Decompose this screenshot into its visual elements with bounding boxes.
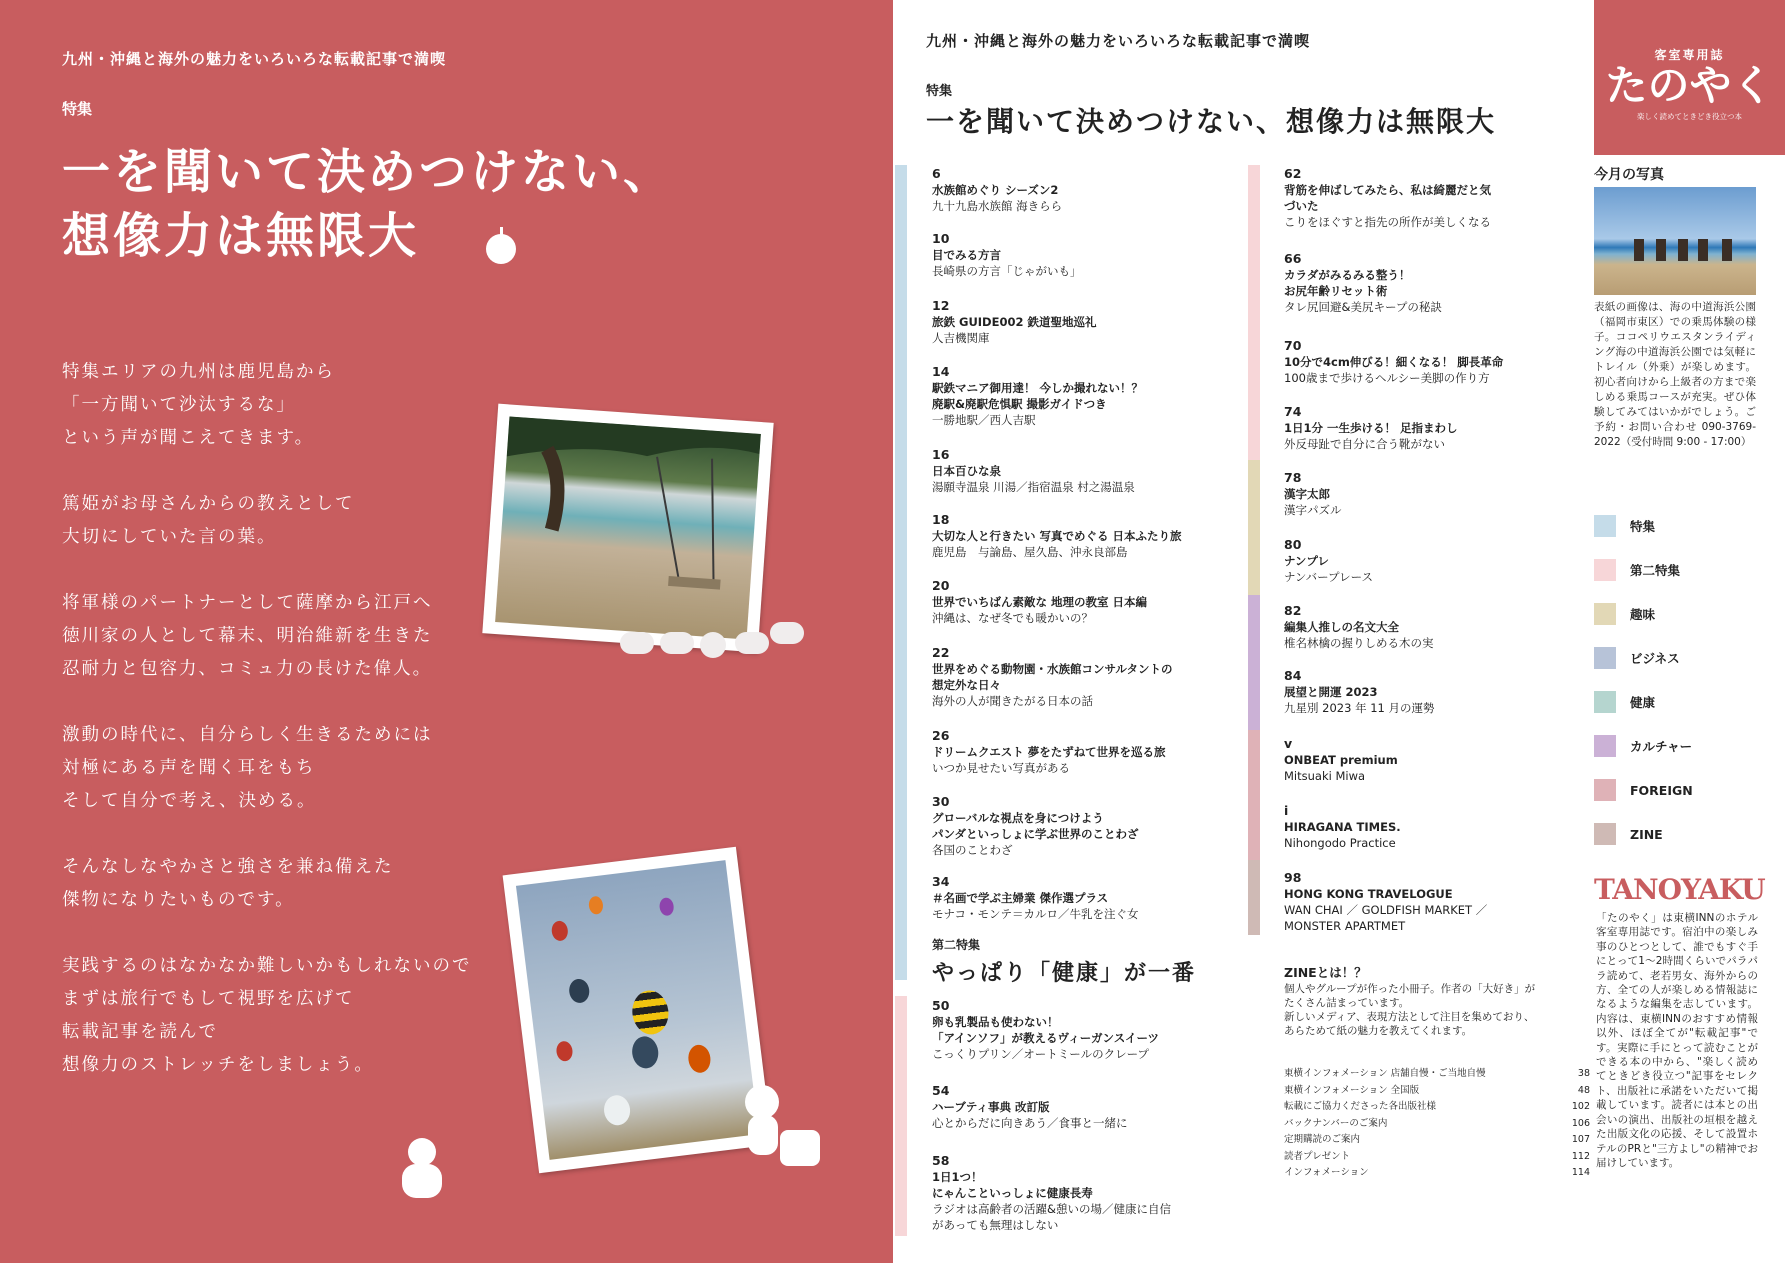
toc-title: HONG KONG TRAVELOGUE	[1284, 887, 1453, 901]
toc-item	[932, 364, 1252, 428]
info-row	[1284, 1149, 1590, 1166]
balloon	[659, 897, 675, 917]
toc-title: 世界をめぐる動物園・水族館コンサルタントの	[932, 662, 1173, 676]
toc-description: ラジオは高齢者の活躍&憩いの場／健康に自信	[932, 1202, 1171, 1216]
balloon	[555, 1040, 573, 1062]
essay-line: 忍耐力と包容力、コミュ力の長けた偉人。	[62, 659, 433, 679]
toc-title: ハーブティ事典 改訂版	[932, 1100, 1050, 1114]
legend-label: ビジネス	[1630, 651, 1680, 666]
toc-page-number: 6	[932, 166, 941, 181]
photo-heading: 今月の写真	[1594, 167, 1664, 183]
left-title-line-1: 一を聞いて決めつけない、	[62, 144, 675, 200]
legend-label: 趣味	[1630, 607, 1656, 622]
toc-title: グローバルな視点を身につけよう	[932, 811, 1104, 825]
toc-page-number: 74	[1284, 404, 1302, 419]
toc-title: 卵も乳製品も使わない！	[932, 1015, 1059, 1029]
toc-title: 漢字太郎	[1284, 487, 1330, 501]
info-row	[1284, 1132, 1590, 1149]
horse-rider	[1678, 239, 1688, 261]
toc-title: ドリームクエスト 夢をたずねて世界を巡る旅	[932, 745, 1166, 759]
essay-paragraph	[62, 719, 482, 818]
horse-rider	[1634, 239, 1644, 261]
info-label: バックナンバーのご案内	[1284, 1117, 1388, 1129]
toc-description: いつか見せたい写真がある	[932, 761, 1070, 775]
toc-page-number: 70	[1284, 338, 1302, 353]
toc-item	[932, 1153, 1252, 1233]
zine-line: 個人やグループが作った小冊子。作者の「大好き」が	[1284, 983, 1536, 995]
basket-icon	[780, 1130, 820, 1166]
toc-page-number: 62	[1284, 166, 1302, 181]
toc-item	[932, 794, 1252, 858]
essay-line: 実践するのはなかなか難しいかもしれないので	[62, 956, 472, 976]
horse-rider	[1656, 239, 1666, 261]
toc-title: ONBEAT premium	[1284, 753, 1398, 767]
toc-page-number: 34	[932, 874, 950, 889]
zine-line: たくさん詰まっています。	[1284, 997, 1410, 1009]
toc-item	[932, 231, 1252, 279]
toc-title: 背筋を伸ばしてみたら、私は綺麗だと気	[1284, 183, 1491, 197]
toc-item	[1284, 668, 1604, 716]
toc-page-number: v	[1284, 736, 1293, 751]
balloon	[630, 1035, 660, 1070]
info-page: 112	[1571, 1150, 1590, 1162]
toc-item	[932, 447, 1252, 495]
toc-description: 九星別 2023 年 11 月の運勢	[1284, 701, 1435, 715]
toc-item	[932, 298, 1252, 346]
toc-page-number: 66	[1284, 251, 1302, 266]
toc-item	[932, 645, 1252, 709]
legend-label: ZINE	[1630, 826, 1663, 842]
second-feature-tag: 第二特集	[932, 938, 981, 952]
toc-item	[932, 578, 1252, 626]
toc-item	[932, 512, 1252, 560]
beach-swing-photo	[482, 404, 773, 653]
essay-line: 転載記事を読んで	[62, 1022, 218, 1042]
toc-description: 外反母趾で自分に合う靴がない	[1284, 437, 1445, 451]
toc-description: 湯願寺温泉 川湯／指宿温泉 村之湯温泉	[932, 480, 1135, 494]
toc-item	[1284, 251, 1604, 315]
toc-title: 世界でいちばん素敵な 地理の教室 日本編	[932, 595, 1148, 609]
essay-paragraph	[62, 356, 482, 455]
toc-item	[1284, 736, 1604, 784]
toc-page-number: 58	[932, 1153, 950, 1168]
essay-line: 傑物になりたいものです。	[62, 890, 295, 910]
balloon	[602, 1094, 631, 1127]
toc-title: お尻年齢リセット術	[1284, 284, 1388, 298]
logo-small-text: 客室専用誌	[1654, 48, 1725, 62]
info-label: 東横インフォメーション 全国版	[1284, 1084, 1420, 1096]
toc-title: HIRAGANA TIMES.	[1284, 820, 1401, 834]
toc-item	[1284, 404, 1604, 452]
toc-title: 水族館めぐり シーズン2	[932, 183, 1059, 197]
left-title-line-2: 想像力は無限大	[62, 208, 420, 264]
essay-line: そんなしなやかさと強さを兼ね備えた	[62, 857, 394, 877]
essay-paragraph	[62, 488, 482, 554]
toc-description: 鹿児島 与論島、屋久島、沖永良部島	[932, 545, 1128, 559]
essay-line: 徳川家の人として幕末、明治維新を生きた	[62, 626, 433, 646]
toc-page-number: 18	[932, 512, 950, 527]
legend-item	[1594, 823, 1663, 845]
sheep-icon	[770, 622, 804, 644]
info-page: 102	[1571, 1101, 1590, 1112]
toc-description: MONSTER APARTMET	[1284, 919, 1406, 933]
essay	[62, 356, 482, 1115]
category-bar-feature	[895, 165, 907, 980]
right-feature-title: 一を聞いて決めつけない、想像力は無限大	[926, 105, 1497, 138]
toc-title: 想定外な日々	[932, 678, 1001, 692]
essay-line: そして自分で考え、決める。	[62, 791, 317, 811]
month-photo	[1594, 187, 1756, 295]
toc-page-number: 98	[1284, 870, 1302, 885]
toc-page-number: 14	[932, 364, 950, 379]
toc-page-number: 26	[932, 728, 950, 743]
sheep-icon	[660, 632, 694, 654]
apple-icon	[486, 234, 516, 264]
toc-description: Nihongodo Practice	[1284, 836, 1396, 850]
essay-line: 対極にある声を聞く耳をもち	[62, 758, 316, 778]
legend-item	[1594, 515, 1655, 537]
logo-text: たのやく	[1605, 61, 1774, 110]
zine-line: 新しいメディア、表現方法として注目を集めており、	[1284, 1011, 1535, 1023]
balloon	[630, 988, 671, 1036]
horse-rider	[1698, 239, 1708, 261]
toc-description: モナコ・モンテ＝カルロ／牛乳を注ぐ女	[932, 907, 1139, 921]
toc-description: 九十九島水族館 海きらら	[932, 199, 1063, 213]
info-page: 106	[1571, 1117, 1590, 1129]
info-row	[1284, 1116, 1590, 1133]
info-list	[1284, 1066, 1590, 1182]
toc-description: 各国のことわざ	[932, 843, 1013, 857]
info-row	[1284, 1165, 1590, 1182]
toc-title: 展望と開運 2023	[1284, 685, 1378, 699]
balloon	[551, 920, 569, 942]
toc-item	[932, 728, 1252, 776]
second-feature-title: やっぱり「健康」が一番	[932, 961, 1197, 986]
toc-description: 漢字パズル	[1284, 503, 1342, 517]
toc-title: 10分で4cm伸びる！細くなる！ 脚長革命	[1284, 355, 1504, 369]
info-label: 転載にご協力くださった各出版社様	[1284, 1101, 1437, 1112]
toc-description: 心とからだに向きあう／食事と一緒に	[932, 1116, 1128, 1130]
legend-swatch	[1594, 515, 1616, 537]
legend-item	[1594, 559, 1680, 581]
toc-description: 沖縄は、なぜ冬でも暖かいの？	[932, 611, 1093, 625]
toc-item	[932, 1083, 1252, 1131]
toc-page-number: 54	[932, 1083, 950, 1098]
toc-item	[1284, 470, 1604, 518]
toc-title: 駅鉄マニア御用達！ 今しか撮れない！？	[932, 381, 1144, 395]
beach-photo-image	[495, 416, 761, 639]
character-body	[402, 1164, 442, 1198]
toc-description: 椎名林檎の握りしめる木の実	[1284, 636, 1434, 650]
about-text: 「たのやく」は東横INNのホテル客室専用誌です。宿泊中の楽しみ事のひとつとして、誰でもすぐ手にとって1〜2時間くらいでパラパラ読めて、老若男女、海外からの方、全ての人が楽しめる情報誌になるような編集を志しています。内容は、東横INNのおすすめ情報以外、ほぼ全てが"転載記事"です。実際に手にとって読むことができる本の中から、"楽しく読めてときどき役立つ"記事をセレクト、出版社に承諾をいただいて掲載しています。読者には本との出会いの演出、出版社の垣根を越えた出版文化の応援、そして設置ホテルのPRと"三方よし"の精神でお届けしています。	[1596, 912, 1758, 1169]
legend-item	[1594, 647, 1680, 669]
photo-description: 表紙の画像は、海の中道海浜公園（福岡市東区）での乗馬体験の様子。ココペリウエスタンライディング海の中道海浜公園では気軽にトレイル（外乗）が楽しめます。初心者向けから上級者の方まで楽しめる乗馬コースが充実。ぜひ体験してみてはいかがでしょう。ご予約・お問い合わせ 090-3769-2022（受付時間 9:00 - 17:00）	[1594, 301, 1756, 448]
toc-page-number: 12	[932, 298, 950, 313]
essay-line: 想像力のストレッチをしましょう。	[62, 1055, 374, 1075]
balloon-photo-image	[516, 860, 759, 1160]
left-subtitle: 九州・沖縄と海外の魅力をいろいろな転載記事で満喫	[62, 50, 447, 68]
legend-item	[1594, 779, 1693, 801]
toc-page-number: 22	[932, 645, 950, 660]
apple-icon	[700, 632, 726, 658]
essay-line: 篤姫がお母さんからの教えとして	[62, 494, 355, 514]
essay-paragraph	[62, 587, 482, 686]
toc-description: 海外の人が聞きたがる日本の話	[932, 694, 1093, 708]
toc-page-number: 10	[932, 231, 950, 246]
toc-title: 廃駅&廃駅危惧駅 撮影ガイドつき	[932, 397, 1107, 411]
toc-title: 旅鉄 GUIDE002 鉄道聖地巡礼	[932, 315, 1097, 329]
toc-description: こりをほぐすと指先の所作が美しくなる	[1284, 215, 1491, 229]
essay-paragraph	[62, 851, 482, 917]
character-body	[748, 1115, 778, 1155]
toc-title: 1日1分 一生歩ける！ 足指まわし	[1284, 421, 1458, 435]
toc-description: ナンバープレース	[1284, 570, 1374, 584]
toc-page-number: i	[1284, 803, 1289, 818]
left-feature-title	[62, 140, 674, 268]
logo-tagline: 楽しく読めてときどき役立つ本	[1637, 112, 1742, 121]
magazine-logo	[1594, 0, 1785, 155]
balloon	[568, 978, 591, 1004]
toc-title: 「アインソフ」が教えるヴィーガンスイーツ	[932, 1031, 1160, 1045]
toc-item	[1284, 870, 1604, 934]
info-row	[1284, 1099, 1590, 1116]
toc-item	[1284, 803, 1604, 851]
info-row	[1284, 1066, 1590, 1083]
toc-title: ナンプレ	[1284, 554, 1329, 568]
toc-page-number: 16	[932, 447, 950, 462]
toc-description: タレ尻回避&美尻キープの秘訣	[1284, 300, 1442, 314]
toc-description: こっくりプリン／オートミールのクレープ	[932, 1047, 1150, 1061]
left-feature-tag: 特集	[62, 100, 93, 118]
toc-title: 大切な人と行きたい 写真でめぐる 日本ふたり旅	[932, 529, 1182, 543]
toc-item	[1284, 603, 1604, 651]
info-page: 48	[1577, 1084, 1590, 1096]
info-label: 読者プレゼント	[1284, 1150, 1351, 1162]
toc-item	[1284, 537, 1604, 585]
toc-title: 1日1つ！	[932, 1170, 983, 1184]
sheep-icon	[620, 632, 654, 654]
toc-title: ＃名画で学ぶ主婦業 傑作選プラス	[932, 891, 1109, 905]
toc-description: 人吉機関庫	[932, 331, 990, 345]
toc-page-number: 50	[932, 998, 950, 1013]
info-page: 38	[1577, 1068, 1590, 1079]
toc-description: Mitsuaki Miwa	[1284, 769, 1366, 783]
toc-title: パンダといっしょに学ぶ世界のことわざ	[932, 827, 1139, 841]
essay-line: 大切にしていた言の葉。	[62, 527, 277, 547]
legend-item	[1594, 735, 1692, 757]
toc-title: づいた	[1284, 199, 1319, 213]
info-row	[1284, 1083, 1590, 1100]
toc-description: WAN CHAI ／ GOLDFISH MARKET ／	[1284, 903, 1488, 917]
toc-title: カラダがみるみる整う！	[1284, 268, 1411, 282]
toc-page-number: 82	[1284, 603, 1302, 618]
toc-description: 長崎県の方言「じゃがいも」	[932, 264, 1082, 278]
essay-line: まずは旅行でもして視野を広げて	[62, 989, 355, 1009]
info-page: 114	[1571, 1167, 1590, 1178]
essay-line: 将軍様のパートナーとして薩摩から江戸へ	[62, 593, 433, 613]
essay-paragraph	[62, 950, 482, 1082]
toc-description: 100歳まで歩けるヘルシー美脚の作り方	[1284, 371, 1490, 385]
essay-line: 特集エリアの九州は鹿児島から	[62, 362, 335, 382]
toc-title: 目でみる方言	[932, 248, 1001, 262]
character-head	[745, 1085, 779, 1119]
balloon	[588, 895, 604, 915]
swing-illustration	[495, 416, 761, 639]
info-label: 東横インフォメーション 店舗自慢・ご当地自慢	[1284, 1068, 1486, 1079]
info-label: インフォメーション	[1284, 1167, 1369, 1178]
toc-title: 日本百ひな泉	[932, 464, 1001, 478]
category-bar-second-feature	[895, 996, 907, 1236]
legend-label: FOREIGN	[1630, 782, 1693, 798]
legend-label: カルチャー	[1630, 739, 1693, 754]
sheep-icon	[735, 632, 769, 654]
toc-page-number: 78	[1284, 470, 1302, 485]
essay-line: という声が聞こえてきます。	[62, 428, 315, 448]
zine-text	[1284, 982, 1584, 1038]
zine-line: あらためて紙の魅力を教えてくれます。	[1284, 1025, 1473, 1037]
info-page: 107	[1571, 1134, 1590, 1145]
character-head	[408, 1138, 436, 1166]
toc-page-number: 30	[932, 794, 950, 809]
toc-item	[1284, 166, 1604, 230]
toc-page-number: 84	[1284, 668, 1302, 683]
toc-item	[932, 166, 1252, 214]
essay-line: 「一方聞いて沙汰するな」	[62, 395, 296, 415]
toc-title: にゃんこといっしょに健康長寿	[932, 1186, 1093, 1200]
toc-item	[932, 874, 1252, 922]
legend-label: 特集	[1630, 519, 1656, 534]
zine-heading: ZINEとは！？	[1284, 965, 1367, 980]
toc-page-number: 80	[1284, 537, 1302, 552]
horse-rider	[1722, 239, 1732, 261]
legend-label: 第二特集	[1630, 563, 1681, 578]
toc-page-number: 20	[932, 578, 950, 593]
toc-description: があっても無理はしない	[932, 1218, 1059, 1232]
toc-title: 編集人推しの名文大全	[1284, 620, 1399, 634]
legend-label: 健康	[1630, 695, 1656, 710]
brand-wordmark: TANOYAKU	[1594, 873, 1765, 906]
info-label: 定期購読のご案内	[1284, 1134, 1361, 1145]
balloon	[687, 1044, 712, 1074]
toc-item	[932, 998, 1252, 1062]
essay-line: 激動の時代に、自分らしく生きるためには	[62, 725, 433, 745]
right-feature-tag: 特集	[926, 84, 953, 99]
balloon-photo	[503, 847, 773, 1173]
toc-description: 一勝地駅／西人吉駅	[932, 413, 1036, 427]
right-subtitle: 九州・沖縄と海外の魅力をいろいろな転載記事で満喫	[926, 32, 1311, 50]
toc-item	[1284, 338, 1604, 386]
